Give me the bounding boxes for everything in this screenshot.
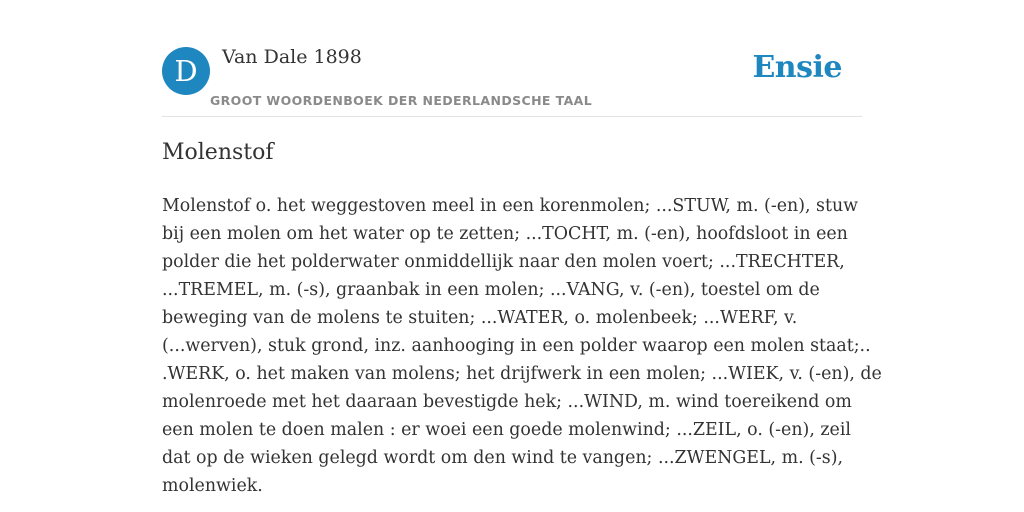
source-subtitle: GROOT WOORDENBOEK DER NEDERLANDSCHE TAAL [210, 93, 593, 108]
definition-line: molenroede met het daaraan bevestigde hek; ...WIND, m. wind toereikend om [162, 392, 852, 412]
ensie-logo[interactable]: Ensie [752, 50, 842, 85]
definition-line: beweging van de molens te stuiten; ...WATER, o. molenbeek; ...WERF, v. [162, 308, 798, 328]
entry-title: Molenstof [162, 140, 274, 165]
definition-line: (...werven), stuk grond, inz. aanhooging in een polder waarop een molen staat;.. [162, 336, 871, 356]
definition-line: molenwiek. [162, 476, 263, 496]
definition-line: .WERK, o. het maken van molens; het drijfwerk in een molen; ...WIEK, v. (-en), de [162, 364, 882, 384]
definition-line: ...TREMEL, m. (-s), graanbak in een molen; ...VANG, v. (-en), toestel om de [162, 280, 820, 300]
definition-line: Molenstof o. het weggestoven meel in een korenmolen; ...STUW, m. (-en), stuw [162, 196, 859, 216]
entry-definition [162, 192, 882, 500]
source-header [162, 0, 862, 117]
dictionary-card [162, 0, 882, 512]
definition-line: dat op de wieken gelegd wordt om den wind te vangen; ...ZWENGEL, m. (-s), [162, 448, 844, 468]
source-avatar[interactable]: D [162, 47, 210, 95]
definition-line: polder die het polderwater onmiddellijk naar den molen voert; ...TRECHTER, [162, 252, 845, 272]
source-title[interactable]: Van Dale 1898 [222, 46, 362, 68]
definition-line: een molen te doen malen : er woei een goede molenwind; ...ZEIL, o. (-en), zeil [162, 420, 851, 440]
definition-line: bij een molen om het water op te zetten; ...TOCHT, m. (-en), hoofdsloot in een [162, 224, 848, 244]
